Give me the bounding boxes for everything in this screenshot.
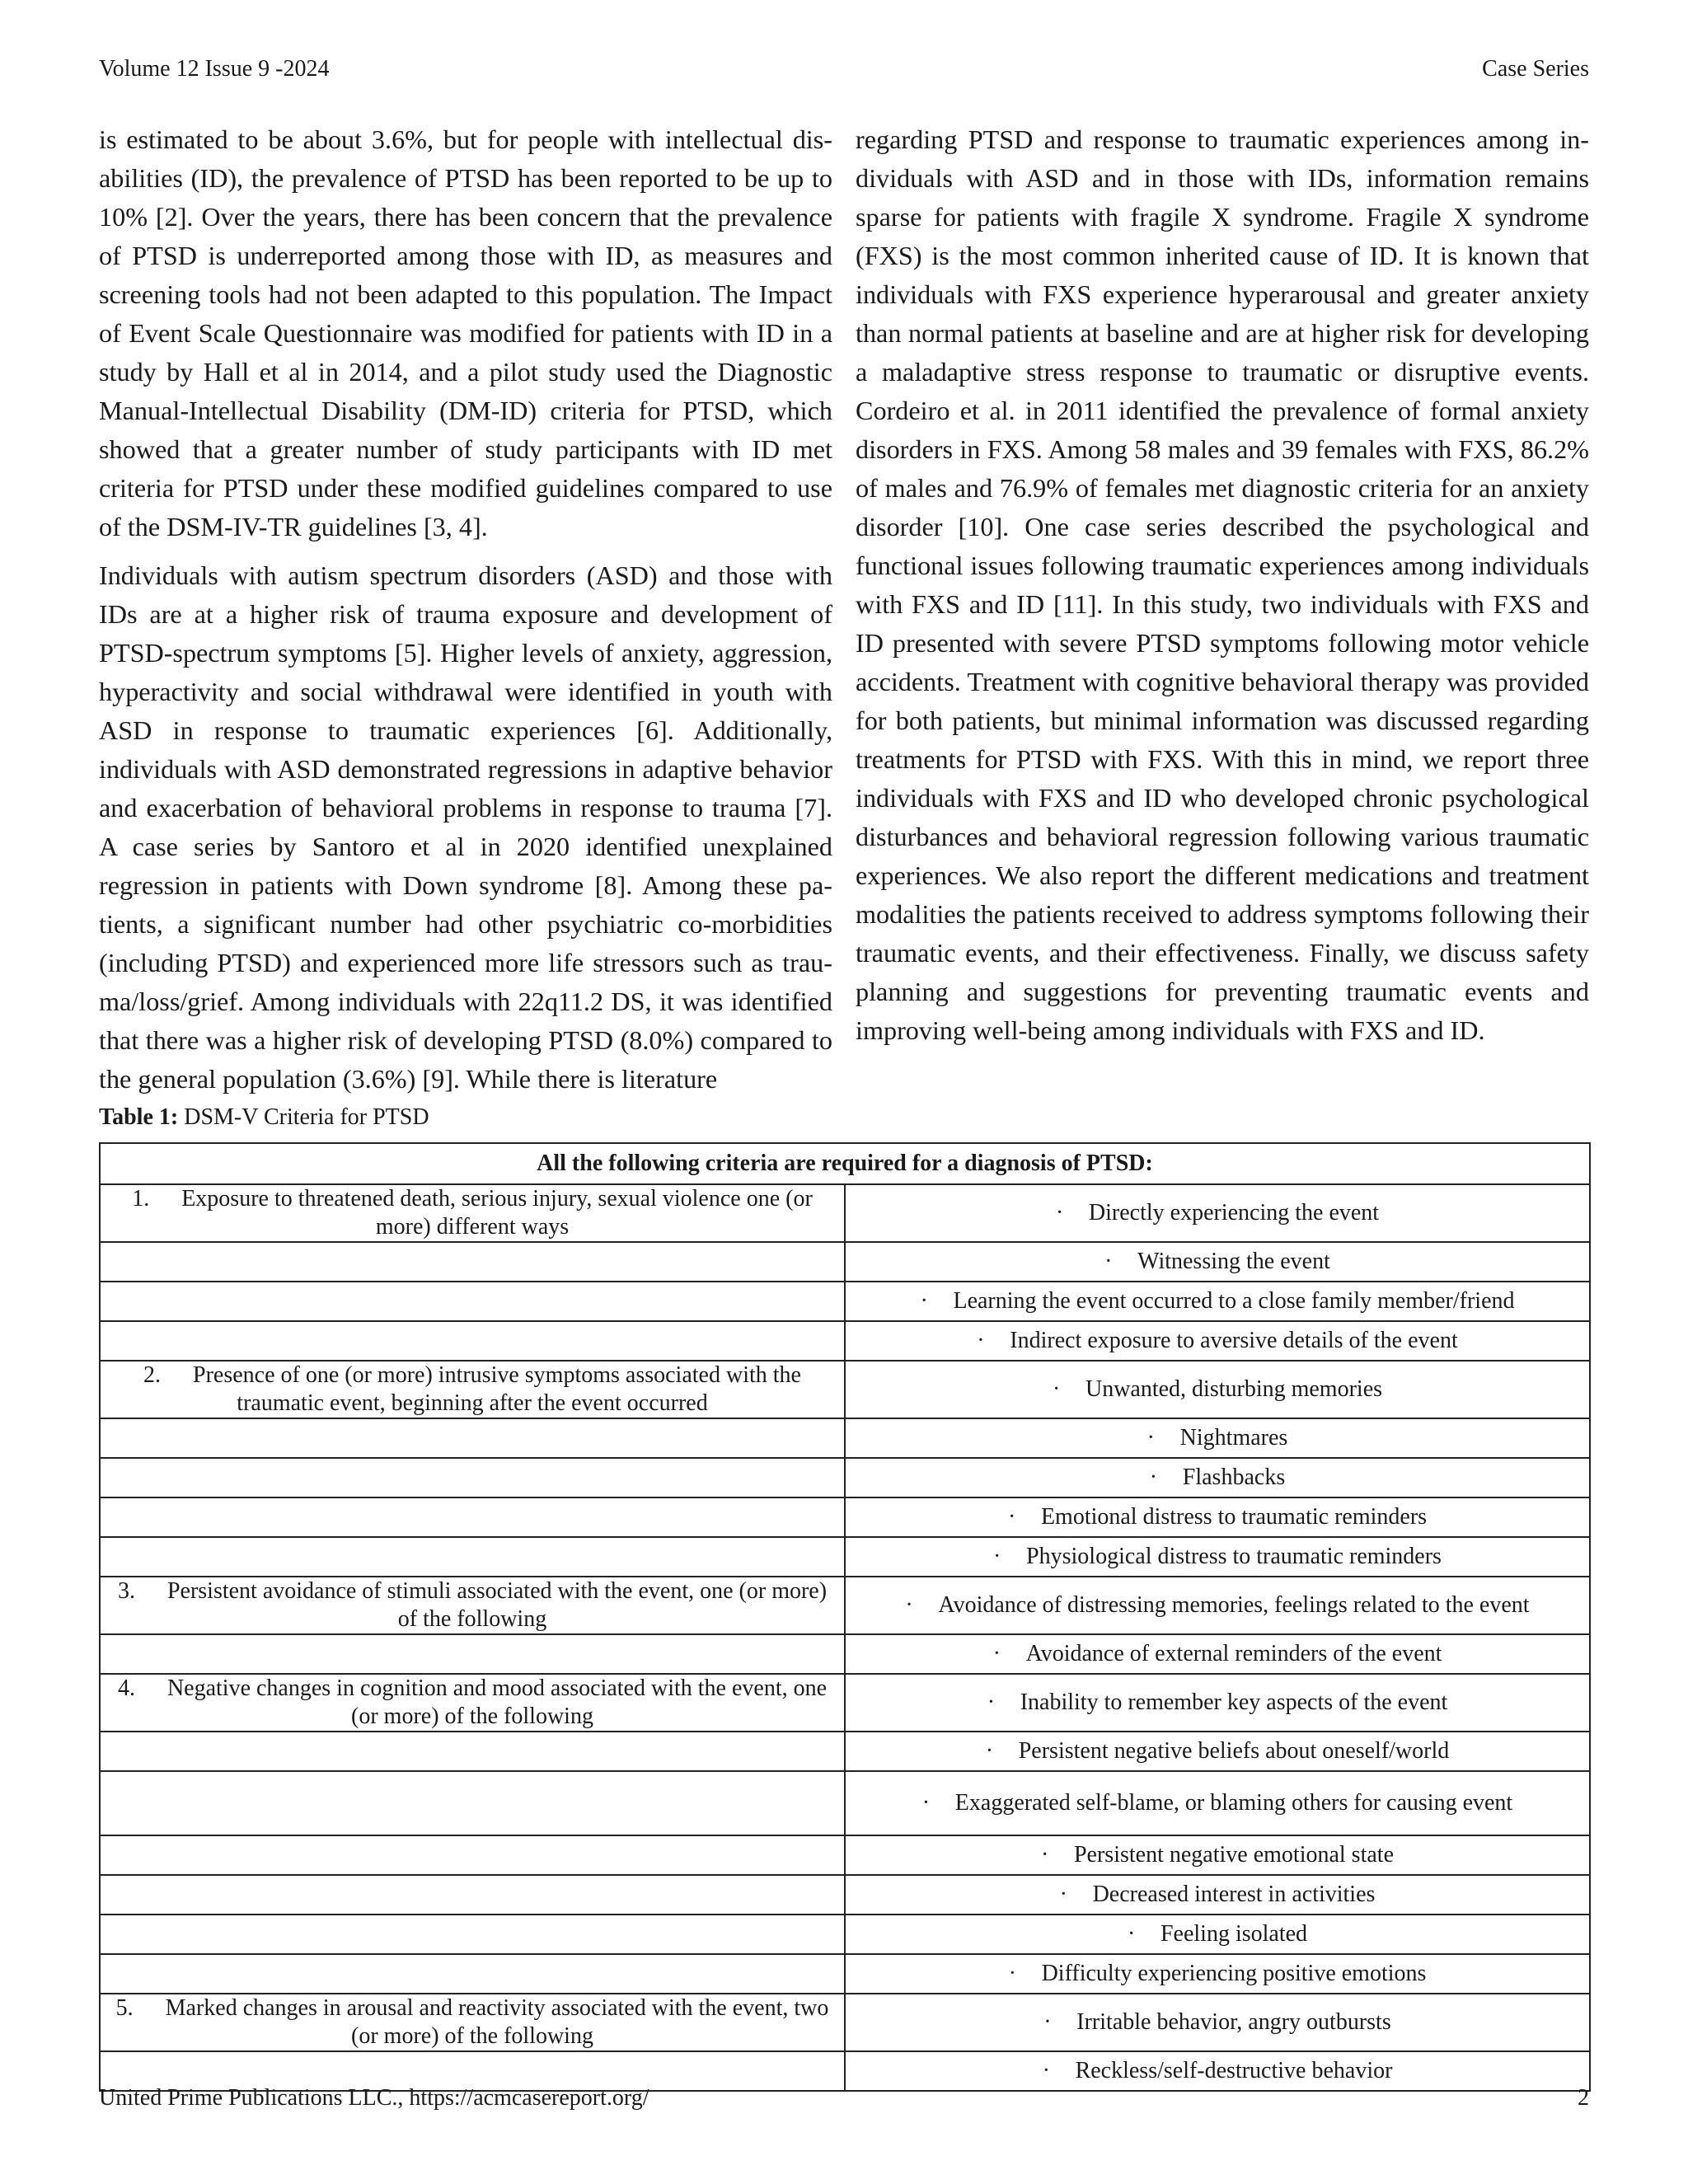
criterion-cell — [100, 1458, 845, 1497]
article-type: Case Series — [1482, 56, 1589, 82]
bullet-icon: · — [977, 1328, 985, 1353]
page-number: 2 — [1578, 2085, 1589, 2111]
criterion-text: Negative changes in cognition and mood associated with the event, one (or more) of the following — [166, 1675, 828, 1729]
bullet-icon: · — [1008, 1961, 1016, 1986]
symptom-text: Avoidance of distressing memories, feelings related to the event — [938, 1592, 1530, 1618]
bullet-icon: · — [1052, 1376, 1061, 1402]
symptom-text: Unwanted, disturbing memories — [1085, 1376, 1383, 1402]
symptom-cell — [845, 1954, 1590, 1994]
criterion-cell — [100, 1282, 845, 1321]
criterion-text: Marked changes in arousal and reactivity associated with the event, two (or more) of the following — [165, 1995, 829, 2049]
criterion-cell — [100, 1915, 845, 1954]
table-row — [100, 1732, 1590, 1771]
table-row — [100, 1634, 1590, 1674]
bullet-icon: · — [905, 1592, 913, 1618]
criterion-text: Persistent avoidance of stimuli associated with the event, one (or more) of the following — [166, 1578, 828, 1632]
symptom-cell — [845, 1771, 1590, 1835]
criterion-cell — [100, 1634, 845, 1674]
criterion-cell — [100, 1242, 845, 1282]
symptom-cell — [845, 1242, 1590, 1282]
symptom-text: Persistent negative beliefs about oneself/world — [1018, 1738, 1450, 1764]
criterion-cell — [100, 1361, 845, 1418]
criterion-cell — [100, 1732, 845, 1771]
paragraph: regarding PTSD and response to traumatic experiences among individuals with ASD and in those with IDs, information remains sparse for patients with fragile X syndrome. Fragile X syndrome (FXS) is the most common inherited cause of ID. It is known that individuals with FXS experience hyperarousal and greater anxiety than normal patients at baseline and are at higher risk for developing a maladaptive stress response to traumatic or disruptive events. Cordeiro et al. in 2011 identified the prevalence of formal anxiety disorders in FXS. Among 58 males and 39 females with FXS, 86.2% of males and 76.9% of females met diagnostic criteria for an anxiety disorder [10]. One case series described the psychological and functional issues following traumatic experiences among individuals with FXS and ID [11]. In this study, two individuals with FXS and ID presented with severe PTSD symptoms following motor vehicle accidents. Treatment with cognitive behavioral therapy was provided for both patients, but minimal information was discussed regarding treatments for PTSD with FXS. With this in mind, we report three individuals with FXS and ID who developed chronic psychological disturbances and behavioral regression following various traumatic experiences. We also report the different medications and treatment modalities the patients received to address symptoms following their traumatic events, and their effectiveness. Finally, we discuss safety planning and suggestions for preventing traumatic events and improving well-being among individuals with FXS and ID. — [856, 124, 1589, 1045]
symptom-text: Indirect exposure to aversive details of the event — [1010, 1328, 1458, 1353]
bullet-icon: · — [920, 1288, 928, 1314]
criterion-cell — [100, 1771, 845, 1835]
symptom-cell — [845, 1184, 1590, 1242]
bullet-icon: · — [985, 1738, 994, 1764]
bullet-icon: · — [1042, 2058, 1050, 2083]
symptom-text: Persistent negative emotional state — [1073, 1842, 1394, 1868]
table-caption-text: DSM-V Criteria for PTSD — [184, 1104, 429, 1130]
bullet-icon: · — [993, 1544, 1001, 1569]
symptom-cell — [845, 1577, 1590, 1634]
criterion-cell — [100, 1835, 845, 1875]
symptom-cell — [845, 1835, 1590, 1875]
table-row — [100, 1418, 1590, 1458]
symptom-cell — [845, 1732, 1590, 1771]
table-row — [100, 1458, 1590, 1497]
symptom-text: Flashbacks — [1182, 1465, 1286, 1490]
table-row — [100, 1184, 1590, 1242]
bullet-icon: · — [1055, 1200, 1064, 1226]
paragraph: is estimated to be about 3.6%, but for people with intellectual disabilities (ID), the prevalence of PTSD has been reported to be up to 10% [2]. Over the years, there has been concern that the prevalence of PTSD is underreported among those with ID, as measures and screening tools had not been adapted to this population. The Impact of Event Scale Questionnaire was modified for patients with ID in a study by Hall et al in 2014, and a pilot study used the Diagnostic Manual-Intellectual Disability (DM-ID) criteria for PTSD, which showed that a greater number of study participants with ID met criteria for PTSD under these modified guidelines compared to use of the DSM-IV-TR guidelines [3, 4]. — [99, 124, 832, 541]
symptom-text: Reckless/self-destructive behavior — [1075, 2058, 1393, 2083]
criterion-cell — [100, 1994, 845, 2051]
table-header-row — [100, 1143, 1590, 1184]
symptom-text: Avoidance of external reminders of the event — [1025, 1641, 1442, 1666]
bullet-icon: · — [921, 1790, 931, 1816]
symptom-cell — [845, 1634, 1590, 1674]
bullet-icon: · — [1043, 2009, 1052, 2035]
symptom-cell — [845, 1321, 1590, 1361]
table-caption — [99, 1104, 429, 1131]
symptom-cell — [845, 1674, 1590, 1732]
bullet-icon: · — [1146, 1425, 1155, 1451]
criterion-number: 4. — [117, 1675, 135, 1701]
symptom-text: Directly experiencing the event — [1088, 1200, 1380, 1226]
symptom-text: Inability to remember key aspects of the event — [1020, 1690, 1448, 1715]
criterion-number: 5. — [115, 1995, 134, 2021]
criterion-cell — [100, 1184, 845, 1242]
bullet-icon: · — [1059, 1882, 1067, 1907]
symptom-text: Witnessing the event — [1137, 1249, 1330, 1274]
bullet-icon: · — [1007, 1504, 1016, 1530]
table-header: All the following criteria are required for a diagnosis of PTSD: — [100, 1143, 1590, 1184]
criterion-cell — [100, 1674, 845, 1732]
table-row — [100, 1954, 1590, 1994]
table-row — [100, 1321, 1590, 1361]
criterion-cell — [100, 1954, 845, 1994]
criterion-cell — [100, 1577, 845, 1634]
symptom-cell — [845, 2051, 1590, 2091]
publisher-footer: United Prime Publications LLC., https://acmcasereport.org/ — [99, 2085, 649, 2111]
criterion-number: 2. — [143, 1362, 162, 1388]
ptsd-criteria-table — [99, 1142, 1591, 2092]
bullet-icon: · — [1127, 1921, 1136, 1947]
criterion-cell — [100, 1875, 845, 1915]
table-caption-label: Table 1: — [99, 1104, 179, 1130]
criterion-cell — [100, 1418, 845, 1458]
symptom-cell — [845, 1361, 1590, 1418]
table-row — [100, 1771, 1590, 1835]
table-row — [100, 1674, 1590, 1732]
symptom-cell — [845, 1282, 1590, 1321]
table-row — [100, 1994, 1590, 2051]
symptom-cell — [845, 1418, 1590, 1458]
bullet-icon: · — [1149, 1465, 1158, 1490]
symptom-cell — [845, 1915, 1590, 1954]
criterion-text: Exposure to threatened death, serious injury, sexual violence one (or more) different ways — [181, 1186, 813, 1240]
table-row — [100, 1915, 1590, 1954]
bullet-icon: · — [1104, 1249, 1113, 1274]
paragraph: Individuals with autism spectrum disorders (ASD) and those with IDs are at a higher risk of trauma exposure and development of PTSD-spectrum symptoms [5]. Higher levels of anxiety, aggression, hyperactivity and social withdrawal were identified in youth with ASD in response to traumatic experiences [6]. Additionally, individuals with ASD demonstrated regressions in adaptive behavior and exacerbation of behavioral problems in response to trauma [7]. A case series by Santoro et al in 2020 identified unexplained regression in patients with Down syndrome [8]. Among these patients, a significant number had other psychiatric co-morbidities (including PTSD) and experienced more life stressors such as trauma/loss/grief. Among individuals with 22q11.2 DS, it was identified that there was a higher risk of developing PTSD (8.0%) compared to the general population (3.6%) [9]. While there is literature — [99, 560, 832, 1094]
symptom-cell — [845, 1875, 1590, 1915]
symptom-text: Learning the event occurred to a close family member/friend — [953, 1288, 1515, 1314]
symptom-text: Irritable behavior, angry outbursts — [1076, 2009, 1391, 2035]
criterion-text: Presence of one (or more) intrusive symptoms associated with the traumatic event, beginning after the event occurred — [193, 1362, 801, 1416]
bullet-icon: · — [1040, 1842, 1049, 1868]
symptom-text: Exaggerated self-blame, or blaming others for causing event — [954, 1790, 1513, 1816]
table-row — [100, 1537, 1590, 1577]
journal-volume: Volume 12 Issue 9 -2024 — [99, 56, 330, 82]
criterion-cell — [100, 1537, 845, 1577]
table-row — [100, 1835, 1590, 1875]
table-row — [100, 1242, 1590, 1282]
symptom-text: Difficulty experiencing positive emotions — [1041, 1961, 1427, 1986]
symptom-cell — [845, 1458, 1590, 1497]
bullet-icon: · — [992, 1641, 1001, 1666]
criterion-number: 1. — [132, 1186, 150, 1212]
symptom-cell — [845, 1497, 1590, 1537]
criterion-cell — [100, 1321, 845, 1361]
table-row — [100, 1875, 1590, 1915]
criterion-cell — [100, 1497, 845, 1537]
table-row — [100, 1282, 1590, 1321]
table-body — [100, 1184, 1590, 2091]
left-text-column — [99, 120, 832, 1108]
symptom-cell — [845, 1994, 1590, 2051]
symptom-text: Feeling isolated — [1160, 1921, 1308, 1947]
symptom-text: Emotional distress to traumatic reminders — [1040, 1504, 1428, 1530]
symptom-text: Nightmares — [1179, 1425, 1288, 1451]
right-text-column — [856, 120, 1589, 1060]
table-row — [100, 1361, 1590, 1418]
bullet-icon: · — [987, 1690, 996, 1715]
symptom-cell — [845, 1537, 1590, 1577]
criterion-number: 3. — [117, 1578, 135, 1604]
symptom-text: Decreased interest in activities — [1092, 1882, 1376, 1907]
table-row — [100, 1497, 1590, 1537]
table-row — [100, 1577, 1590, 1634]
symptom-text: Physiological distress to traumatic reminders — [1026, 1544, 1442, 1569]
